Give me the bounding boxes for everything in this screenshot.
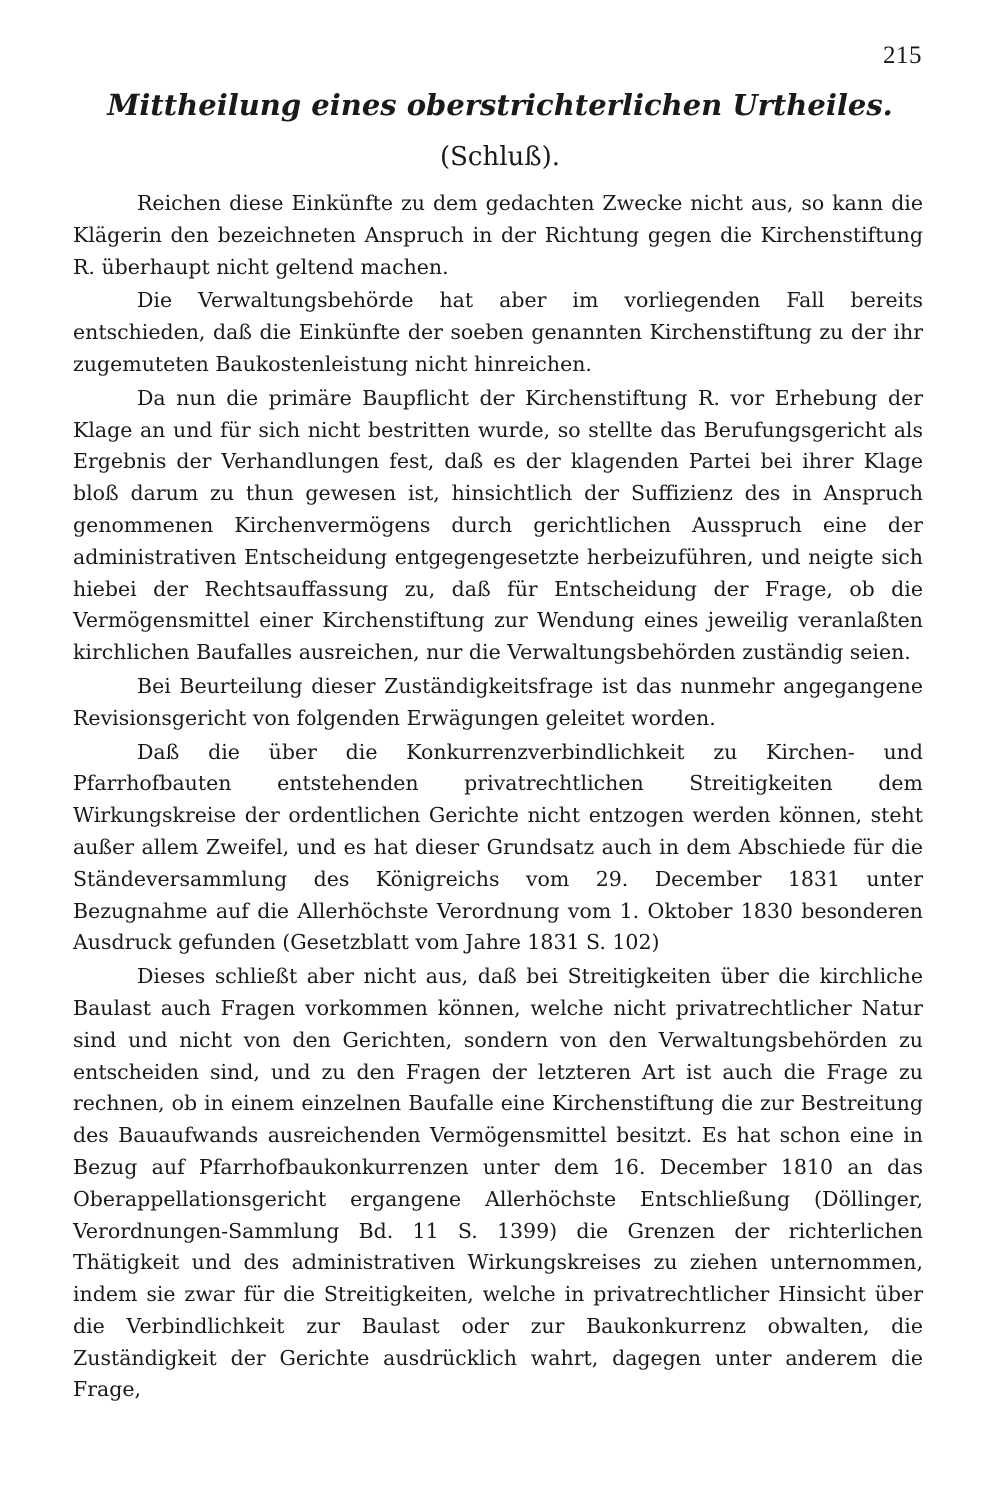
paragraph-3: Da nun die primäre Baupflicht der Kirchenstiftung R. vor Erhebung der Klage an und für sich nicht bestritten wurde, so stellte das Berufungsgericht als Ergebnis der Verhandlungen fest, daß es der klagenden Partei bei ihrer Klage bloß darum zu thun gewesen ist, hinsichtlich der Suffizienz des in Anspruch genommenen Kirchenvermögens durch gerichtlichen Ausspruch eine der administrativen Entscheidung entgegengesetzte herbeizuführen, und neigte sich hiebei der Rechtsauffassung zu, daß für Entscheidung der Frage, ob die Vermögensmittel einer Kirchenstiftung zur Wendung eines jeweilig veranlaßten kirchlichen Baufalles ausreichen, nur die Verwaltungsbehörden zuständig seien. bbox=[73, 385, 923, 665]
article-heading: Mittheilung eines oberstrichterlichen Urtheiles. bbox=[107, 88, 893, 122]
paragraph-2: Die Verwaltungsbehörde hat aber im vorliegenden Fall bereits entschieden, daß die Einkünfte der soeben genannten Kirchenstiftung zu der ihr zugemuteten Baukostenleistung nicht hinreichen. bbox=[73, 288, 923, 376]
paragraph-1: Reichen diese Einkünfte zu dem gedachten Zwecke nicht aus, so kann die Klägerin den bezeichneten Anspruch in der Richtung gegen die Kirchenstiftung R. überhaupt nicht geltend machen. bbox=[73, 191, 923, 279]
page-number: 215 bbox=[883, 42, 922, 69]
article-subheading: (Schluß). bbox=[439, 142, 561, 172]
paragraph-5: Daß die über die Konkurrenzverbindlichkeit zu Kirchen- und Pfarrhofbauten entstehenden privatrechtlichen Streitigkeiten dem Wirkungskreise der ordentlichen Gerichte nicht entzogen werden können, steht außer allem Zweifel, und es hat dieser Grundsatz auch in dem Abschiede für die Ständeversammlung des Königreichs vom 29. December 1831 unter Bezugnahme auf die Allerhöchste Verordnung vom 1. Oktober 1830 besonderen Ausdruck gefunden (Gesetzblatt vom Jahre 1831 S. 102) bbox=[73, 739, 923, 955]
paragraph-6: Dieses schließt aber nicht aus, daß bei Streitigkeiten über die kirchliche Baulast auch Fragen vorkommen können, welche nicht privatrechtlicher Natur sind und nicht von den Gerichten, sondern von den Verwaltungsbehörden zu entscheiden sind, und zu den Fragen der letzteren Art ist auch die Frage zu rechnen, ob in einem einzelnen Baufalle eine Kirchenstiftung die zur Bestreitung des Bauaufwands ausreichenden Vermögensmittel besitzt. Es hat schon eine in Bezug auf Pfarrhofbaukonkurrenzen unter dem 16. December 1810 an das Oberappellationsgericht ergangene Allerhöchste Entschließung (Döllinger, Verordnungen-Sammlung Bd. 11 S. 1399) die Grenzen der richterlichen Thätigkeit und des administrativen Wirkungskreises zu ziehen unternommen, indem sie zwar für die Streitigkeiten, welche in privatrechtlicher Hinsicht über die Verbindlichkeit zur Baulast oder zur Baukonkurrenz obwalten, die Zuständigkeit der Gerichte ausdrücklich wahrt, dagegen unter anderem die Frage, bbox=[73, 964, 923, 1402]
article-body bbox=[73, 188, 923, 1408]
paragraph-4: Bei Beurteilung dieser Zuständigkeitsfrage ist das nunmehr angegangene Revisionsgericht von folgenden Erwägungen geleitet worden. bbox=[73, 673, 923, 730]
